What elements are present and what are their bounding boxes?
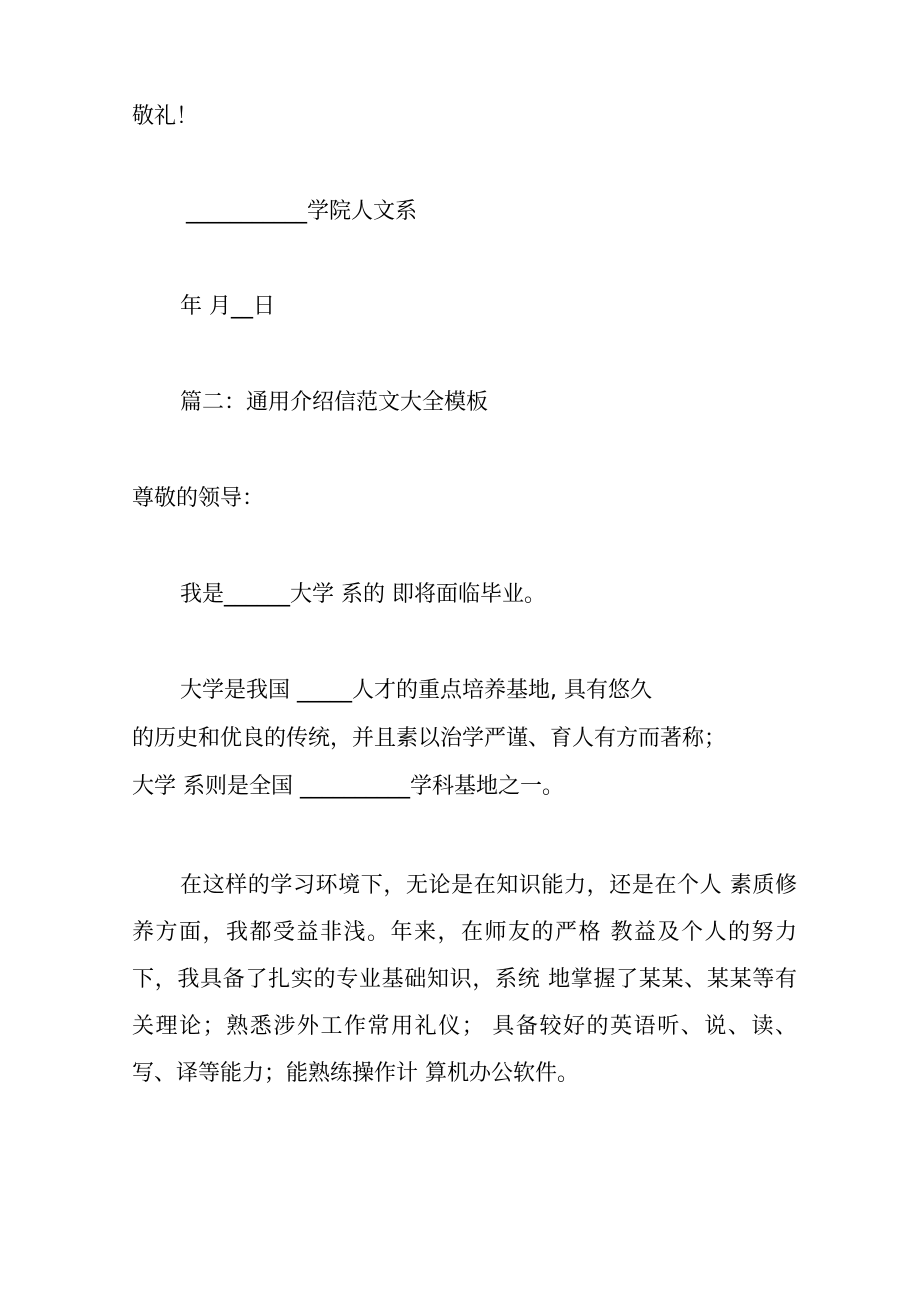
study-paragraph: 在这样的学习环境下，无论是在知识能力，还是在个人 素质修养方面，我都受益非浅。年来，在师友的严格 教益及个人的努力下，我具备了扎实的专业基础知识，系统 地掌握了某某、某某等有关理论；熟悉涉外工作常用礼仪； 具备较好的英语听、说、读、写、译等能力；能熟练操作计 算机办公软件。 xyxy=(132,873,797,1086)
paragraph-line: 的历史和优良的传统，并且素以治学严谨、育人有方而著称； xyxy=(132,726,727,751)
signature-line: ___________学院人文系 xyxy=(186,199,418,224)
salutation: 尊敬的领导： xyxy=(132,486,265,511)
paragraph-line: 大学是我国 _____人才的重点培养基地, 具有悠久 xyxy=(180,678,652,703)
date-line: 年 月__日 xyxy=(180,294,275,319)
paragraph-line: 大学 系则是全国 __________学科基地之一。 xyxy=(132,774,564,799)
section-title: 篇二：通用介绍信范文大全模板 xyxy=(180,390,489,415)
closing-line: 敬礼！ xyxy=(132,104,199,129)
intro-paragraph: 我是______大学 系的 即将面临毕业。 xyxy=(180,582,546,607)
